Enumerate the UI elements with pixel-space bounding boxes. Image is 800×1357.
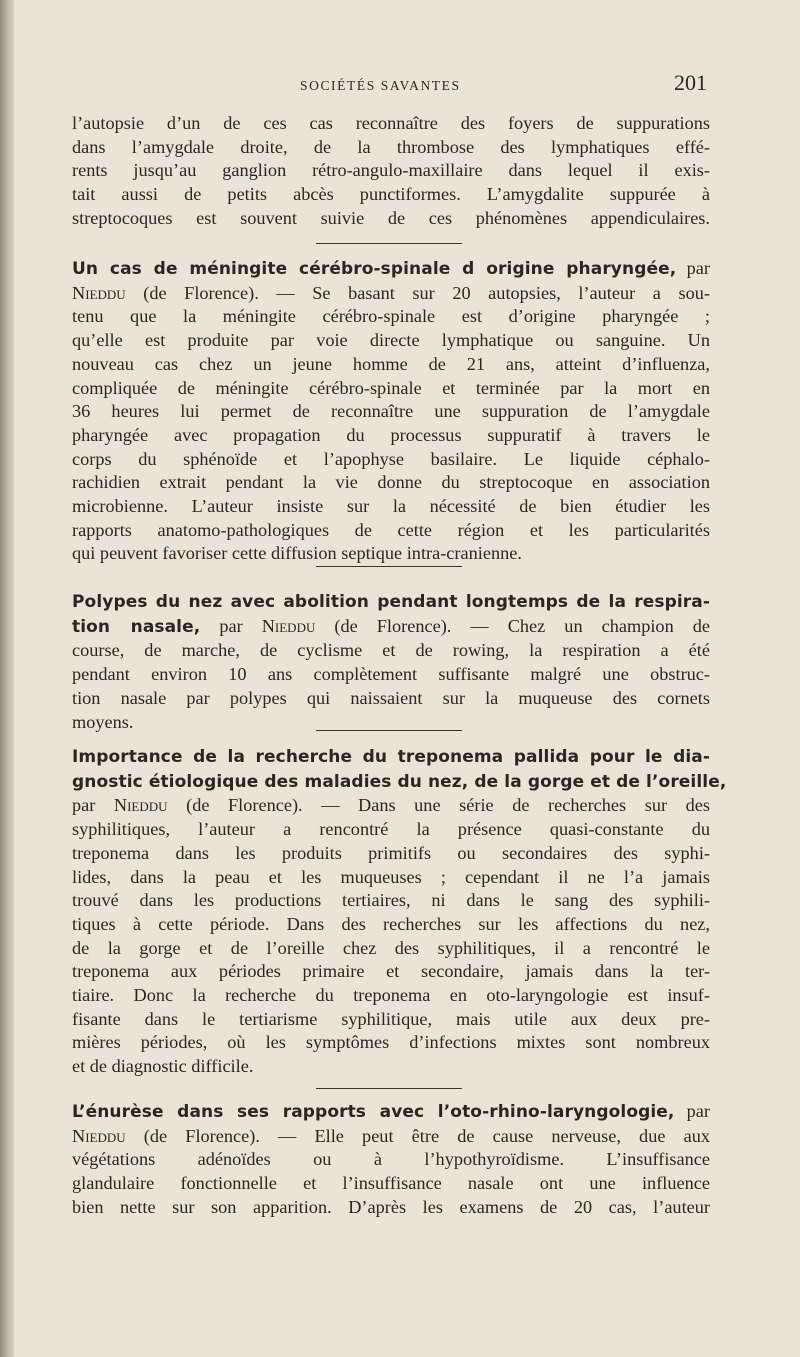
text-line	[72, 745, 710, 770]
text-line: bien nette sur son apparition. D’après les examens de 20 cas, l’auteur	[72, 1196, 710, 1217]
article-title-cont: tion nasale,	[72, 616, 201, 637]
author-prefix: par	[72, 795, 114, 816]
running-head	[0, 70, 800, 100]
section-divider	[316, 730, 462, 731]
text-line: microbienne. L’auteur insiste sur la nécessité de bien étudier les	[72, 496, 710, 517]
text-line	[72, 1100, 710, 1125]
text-line: qu’elle est produite par voie directe lymphatique ou sanguine. Un	[72, 330, 710, 351]
text-line: tiaire. Donc la recherche du treponema en oto-laryngologie est insuf-	[72, 985, 710, 1006]
text-line: fisante dans le tertiarisme syphilitique, mais utile aux deux pre-	[72, 1008, 710, 1029]
text-line: corps du sphénoïde et l’apophyse basilaire. Le liquide céphalo-	[72, 448, 710, 469]
text-line: moyens.	[72, 711, 134, 732]
text-line: streptocoques est souvent suivie de ces phénomènes appendiculaires.	[72, 207, 710, 228]
running-title: SOCIÉTÉS SAVANTES	[300, 78, 461, 93]
author-name: Nieddu	[261, 615, 316, 636]
text-line: course, de marche, de cyclisme et de rowing, la respiration a été	[72, 640, 710, 661]
article-title: L’énurèse dans ses rapports avec l’oto-rhino-laryngologie,	[72, 1102, 675, 1122]
article-title: Un cas de méningite cérébro-spinale d origine pharyngée,	[72, 259, 677, 279]
section-divider	[316, 243, 462, 244]
text-line: Nieddu (de Florence). — Se basant sur 20 autopsies, l’auteur a sou-	[72, 282, 710, 303]
text-line: lides, dans la peau et les muqueuses ; cependant il ne l’a jamais	[72, 866, 710, 887]
author-prefix: par	[674, 1101, 710, 1121]
article-treponema	[72, 745, 727, 1079]
text-line: végétations adénoïdes ou à l’hypothyroïdisme. L’insuffisance	[72, 1149, 710, 1170]
text-line: tion nasale, par Nieddu (de Florence). — Chez un champion de	[72, 615, 710, 637]
author-prefix: par	[200, 615, 262, 636]
text-line: rachidien extrait pendant la vie donne du streptocoque en association	[72, 472, 710, 493]
text-line: par Nieddu (de Florence). — Dans une série de recherches sur des	[72, 795, 710, 816]
text-line: de la gorge et de l’oreille chez des syphilitiques, il a rencontré le	[72, 937, 710, 958]
text-line: rapports anatomo-pathologiques de cette région et les particularités	[72, 519, 710, 540]
text-line: pendant environ 10 ans complètement suffisante malgré une obstruc-	[72, 664, 710, 685]
text-line: treponema dans les produits primitifs ou secondaires des syphi-	[72, 842, 710, 863]
text-line	[72, 770, 727, 795]
text-line: tiques à cette période. Dans des recherches sur les affections du nez,	[72, 913, 710, 934]
article-enuresie	[72, 1100, 710, 1220]
text-line: syphilitiques, l’auteur a rencontré la présence quasi-constante du	[72, 819, 710, 840]
text-line: tenu que la méningite cérébro-spinale est d’origine pharyngée ;	[72, 306, 710, 327]
article-meningite	[72, 257, 710, 566]
text-line: tion nasale par polypes qui naissaient sur la muqueuse des cornets	[72, 687, 710, 708]
section-divider	[316, 566, 462, 567]
text-line: compliquée de méningite cérébro-spinale et terminée par la mort en	[72, 377, 710, 398]
continuation-paragraph	[72, 112, 710, 231]
text-line: l’autopsie d’un de ces cas reconnaître des foyers de suppurations	[72, 113, 710, 133]
text-line: 36 heures lui permet de reconnaître une suppuration de l’amygdale	[72, 401, 710, 422]
text-line: nouveau cas chez un jeune homme de 21 ans, atteint d’influenza,	[72, 353, 710, 374]
author-name: Nieddu	[72, 1125, 126, 1146]
text-line: rents jusqu’au ganglion rétro-angulo-maxillaire dans lequel il exis-	[72, 160, 710, 181]
text-line: dans l’amygdale droite, de la thrombose des lymphatiques effé-	[72, 136, 710, 157]
text-line: et de diagnostic difficile.	[72, 1056, 254, 1077]
text-line: Nieddu (de Florence). — Elle peut être de cause nerveuse, due aux	[72, 1125, 710, 1146]
text-line: trouvé dans les productions tertiaires, ni dans le sang des syphili-	[72, 890, 710, 911]
text-line: glandulaire fonctionnelle et l’insuffisance nasale ont une influence	[72, 1173, 710, 1194]
author-name: Nieddu	[72, 282, 126, 303]
article-title: Importance de la recherche du treponema pallida pour le dia-	[72, 747, 710, 767]
author-prefix: par	[676, 258, 710, 278]
text-line: mières périodes, où les symptômes d’infections mixtes sont nombreux	[72, 1032, 710, 1053]
article-title: Polypes du nez avec abolition pendant longtemps de la respira-	[72, 592, 710, 612]
article-polypes	[72, 590, 710, 734]
article-title-cont: gnostic étiologique des maladies du nez, de la gorge et de l’oreille,	[72, 771, 727, 792]
text-line: qui peuvent favoriser cette diffusion septique intra-cranienne.	[72, 543, 522, 564]
section-divider	[316, 1088, 462, 1089]
page-number: 201	[674, 70, 707, 95]
text-line: tait aussi de petits abcès punctiformes. L’amygdalite suppurée à	[72, 184, 710, 205]
text-line	[72, 257, 710, 282]
text-line: pharyngée avec propagation du processus suppuratif à travers le	[72, 424, 710, 445]
text-line: treponema aux périodes primaire et secondaire, jamais dans la ter-	[72, 961, 710, 982]
text-line	[72, 590, 710, 615]
author-name: Nieddu	[113, 795, 168, 816]
